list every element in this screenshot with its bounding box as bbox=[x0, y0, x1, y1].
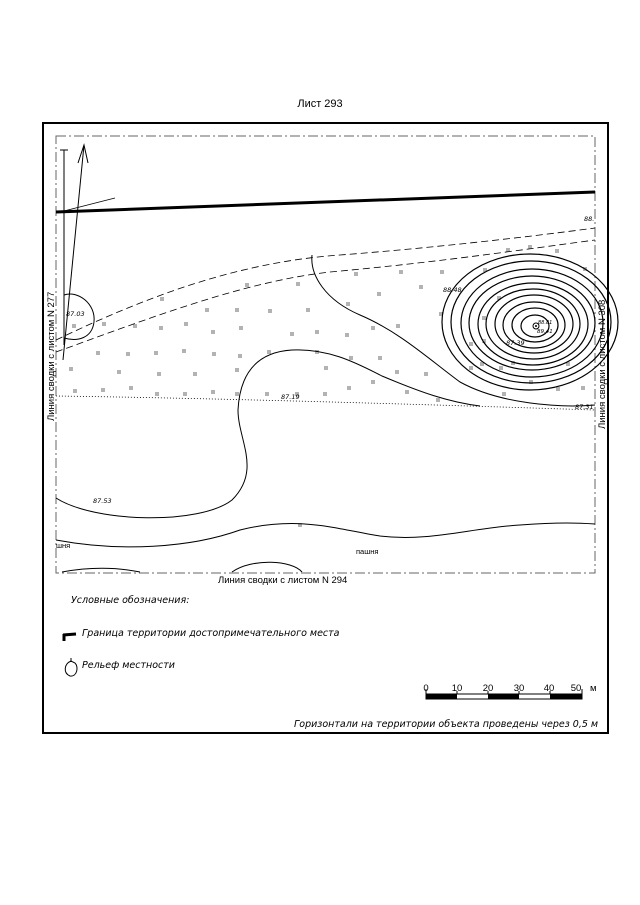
elevation-label: 89.41 bbox=[537, 329, 553, 335]
legend-item-label: Граница территории достопримечательного места bbox=[82, 628, 340, 639]
road-upper-edge bbox=[56, 228, 595, 340]
scale-bar bbox=[426, 689, 582, 699]
contour-lower bbox=[56, 523, 595, 547]
scale-tick-label: 10 bbox=[451, 683, 463, 694]
north-arrow bbox=[60, 145, 115, 360]
scale-unit: м bbox=[590, 683, 597, 694]
hill-contours bbox=[442, 254, 618, 390]
elevation-label: 88. bbox=[584, 215, 595, 223]
road-lower-edge bbox=[56, 240, 595, 352]
contour-bottom-arc bbox=[232, 562, 302, 572]
elevation-label: 87.39 bbox=[506, 339, 525, 347]
tie-line-right: Линия сводки с листом N 308 bbox=[597, 299, 608, 429]
boundary-icon bbox=[63, 634, 76, 641]
elevation-label: 88.81 bbox=[538, 320, 553, 326]
contour-middle bbox=[56, 350, 480, 518]
elevation-label: 87.53 bbox=[93, 497, 112, 505]
elevation-label: 87.31 bbox=[575, 403, 594, 411]
legend-heading: Условные обозначения: bbox=[71, 595, 190, 606]
scale-tick-label: 20 bbox=[482, 683, 494, 694]
legend-item-label: Рельеф местности bbox=[82, 660, 175, 671]
elevation-label: 87.19 bbox=[281, 393, 300, 401]
scale-tick-label: 0 bbox=[423, 683, 429, 694]
scale-tick-label: 40 bbox=[543, 683, 555, 694]
arable-land-label: пашня bbox=[356, 547, 379, 556]
sheet-title: Лист 293 bbox=[297, 98, 343, 110]
elevation-label: 88.48 bbox=[443, 286, 462, 294]
sheet-frame bbox=[43, 123, 608, 733]
arable-land-label-left: шня bbox=[56, 541, 71, 550]
relief-icon bbox=[65, 658, 77, 676]
contour-bottom-left bbox=[62, 568, 140, 572]
scale-tick-label: 30 bbox=[513, 683, 525, 694]
tie-line-left: Линия сводки с листом N 277 bbox=[46, 291, 57, 421]
elevation-label: 87.03 bbox=[66, 310, 85, 318]
tie-line-bottom: Линия сводки с листом N 294 bbox=[218, 575, 348, 586]
scale-tick-label: 50 bbox=[570, 683, 582, 694]
dotted-field-boundary bbox=[56, 396, 595, 410]
contour-interval-note: Горизонтали на территории объекта проведены через 0,5 м bbox=[294, 719, 599, 730]
territory-boundary bbox=[56, 192, 595, 212]
